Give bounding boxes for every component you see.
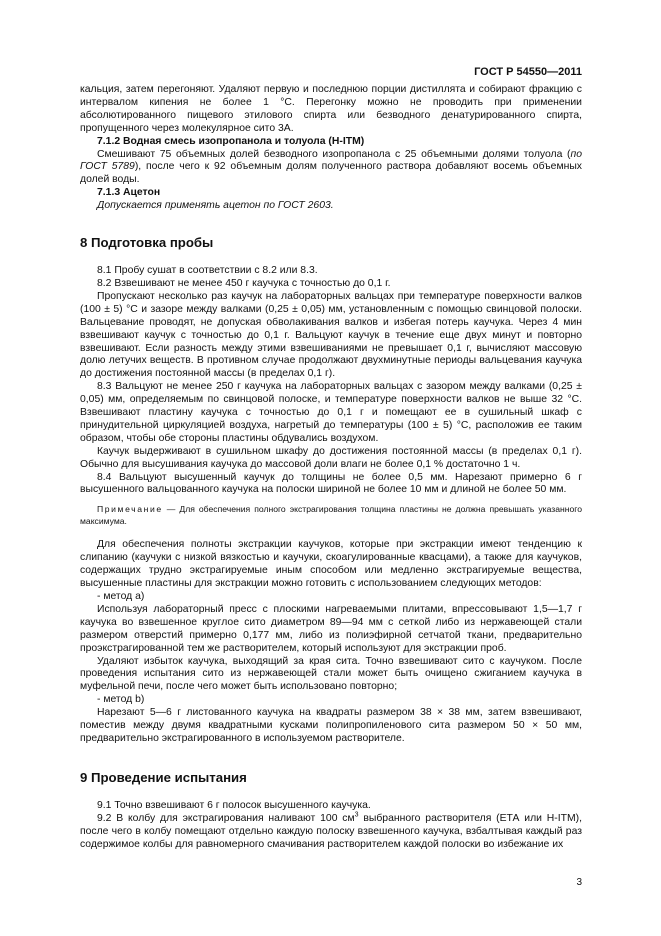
p92-text-part1: 9.2 В колбу для экстрагирования наливают 100 см: [97, 812, 355, 824]
section-8-heading: 8 Подготовка пробы: [80, 235, 214, 251]
paragraph-extraction: Для обеспечения полноты экстракции каучуков, которые при экстракции имеют тенденцию к слипанию (каучуки с низкой вязкостью и каучуки, скоагулированные квасцами), а также для каучуков, содержащих трудно экстрагируемые иным способом или медленно экстрагируемые вещества, высушенные пластины для экстракции можно готовить с использованием следующих методов:: [80, 539, 582, 590]
s712-text-part2: ), после чего к 92 объемным долям полученного раствора добавляют восемь объемных долей воды.: [80, 161, 582, 186]
paragraph-8-2: 8.2 Взвешивают не менее 450 г каучука с точностью до 0,1 г.: [97, 277, 391, 289]
page-content: [80, 84, 582, 852]
paragraph-9-2: [80, 813, 582, 852]
subsection-7-1-3-title: 7.1.3 Ацетон: [97, 187, 161, 199]
method-b-label: - метод b): [97, 694, 145, 706]
p92-text-part2: выбранного растворителя (ЕТА или Н-ITM), после чего в колбу помещают отдельно каждую полоску взвешенного каучука, взбалтывая каждый раз содержимое колбы для равномерного смачивания растворителем каждой полоски во избежание их: [80, 812, 582, 850]
subsection-7-1-3-text: Допускается применять ацетон по ГОСТ 2603.: [97, 200, 334, 212]
s712-standard-ref: по ГОСТ 5789: [80, 148, 582, 173]
paragraph-method-a-2: Удаляют избыток каучука, выходящий за края сита. Точно взвешивают сито с каучуком. После проведения испытания сито из нержавеющей стали может быть очищено сжиганием каучука в муфельной печи, после чего может быть использовано повторно;: [80, 655, 582, 693]
paragraph-continuation: кальция, затем перегоняют. Удаляют первую и последнюю порции дистиллята и собирают фракцию с интервалом кипения не более 1 °С. Перегонку можно не проводить при применении абсолютированного пищевого этилового спирта или безводного денатурированного спирта, пропущенного через молекулярное сито 3А.: [80, 84, 582, 134]
note-text: — Для обеспечения полного экстрагирования толщина пластины не должна превышать указанного максимума.: [80, 504, 582, 527]
paragraph-method-b-1: Нарезают 5—6 г листованного каучука на квадраты размером 38 × 38 мм, затем взвешивают, поместив между двумя квадратными кусками полипропиленового сита размером 50 × 50 мм, предварительно экстрагированного в используемом растворителе.: [80, 707, 582, 744]
p92-superscript: 3: [354, 811, 359, 819]
subsection-7-1-2-text: [80, 149, 582, 188]
running-header: ГОСТ Р 54550—2011: [474, 66, 582, 78]
s712-text-part1: Смешивают 75 объемных долей безводного изопропанола с 25 объемными долями толуола (: [97, 148, 571, 160]
subsection-7-1-2-title: 7.1.2 Водная смесь изопропанола и толуола (Н-ITM): [97, 135, 365, 147]
note: [80, 503, 582, 527]
paragraph-8-3: 8.3 Вальцуют не менее 250 г каучука на лабораторных вальцах с зазором между валками (0,25 ± 0,05) мм, определяемым по свинцовой полоске, и температуре поверхности валков не выше 32 °С. Взвешивают пластину каучука с точностью до 0,1 г и помещают ее в сушильный шкаф с принудительной циркуляцией воздуха, нагретый до температуры (100 ± 5) °С, расположив ее таким образом, чтобы обе стороны пластины обдувались воздухом.: [80, 381, 582, 444]
note-label: Примечание: [97, 504, 163, 515]
page-number: 3: [576, 877, 582, 888]
paragraph-9-1: 9.1 Точно взвешивают 6 г полосок высушенного каучука.: [97, 799, 371, 811]
method-a-label: - метод а): [97, 591, 145, 602]
paragraph-8-4: 8.4 Вальцуют высушенный каучук до толщины не более 0,5 мм. Нарезают примерно 6 г высушенного вальцованного каучука на полоски шириной не более 10 мм и длиной не более 50 мм.: [80, 471, 582, 496]
section-9-heading: 9 Проведение испытания: [80, 769, 247, 785]
paragraph-8-2-body: Пропускают несколько раз каучук на лабораторных вальцах при температуре поверхности валков (100 ± 5) °С и зазоре между валками (0,25 ± 0,05) мм, установленным с помощью свинцовой полоски. Вальцевание проводят, не допуская обволакивания валков и избегая потерь каучука. Через 4 мин взвешивают каучук с точностью до 0,1 г. Вальцуют каучук в течение еще двух минут и повторно взвешивают. Если разность между этими взвешиваниями не превышает 0,1 г, вычисляют массовую долю летучих веществ. В противном случае продолжают двухминутные периоды вальцевания каучука до достижения постоянной массы (в пределах 0,1 г).: [80, 290, 582, 380]
paragraph-method-a-1: Используя лабораторный пресс с плоскими нагреваемыми плитами, впрессовывают 1,5—1,7 г каучука во взвешенное круглое сито диаметром 89—94 мм с сеткой либо из нержавеющей стали размером отверстий примерно 0,177 мм, либо из полиэфирной сетчатой ткани, предварительно проэкстрагированной тем же растворителем, который используют для экстракции проб.: [80, 603, 582, 654]
paragraph-8-1: 8.1 Пробу сушат в соответствии с 8.2 или 8.3.: [97, 265, 318, 277]
paragraph-8-3-body: Каучук выдерживают в сушильном шкафу до достижения постоянной массы (в пределах 0,1 г). Обычно для высушивания каучука до массовой доли влаги не более 0,1 % достаточно 1 ч.: [80, 445, 582, 470]
